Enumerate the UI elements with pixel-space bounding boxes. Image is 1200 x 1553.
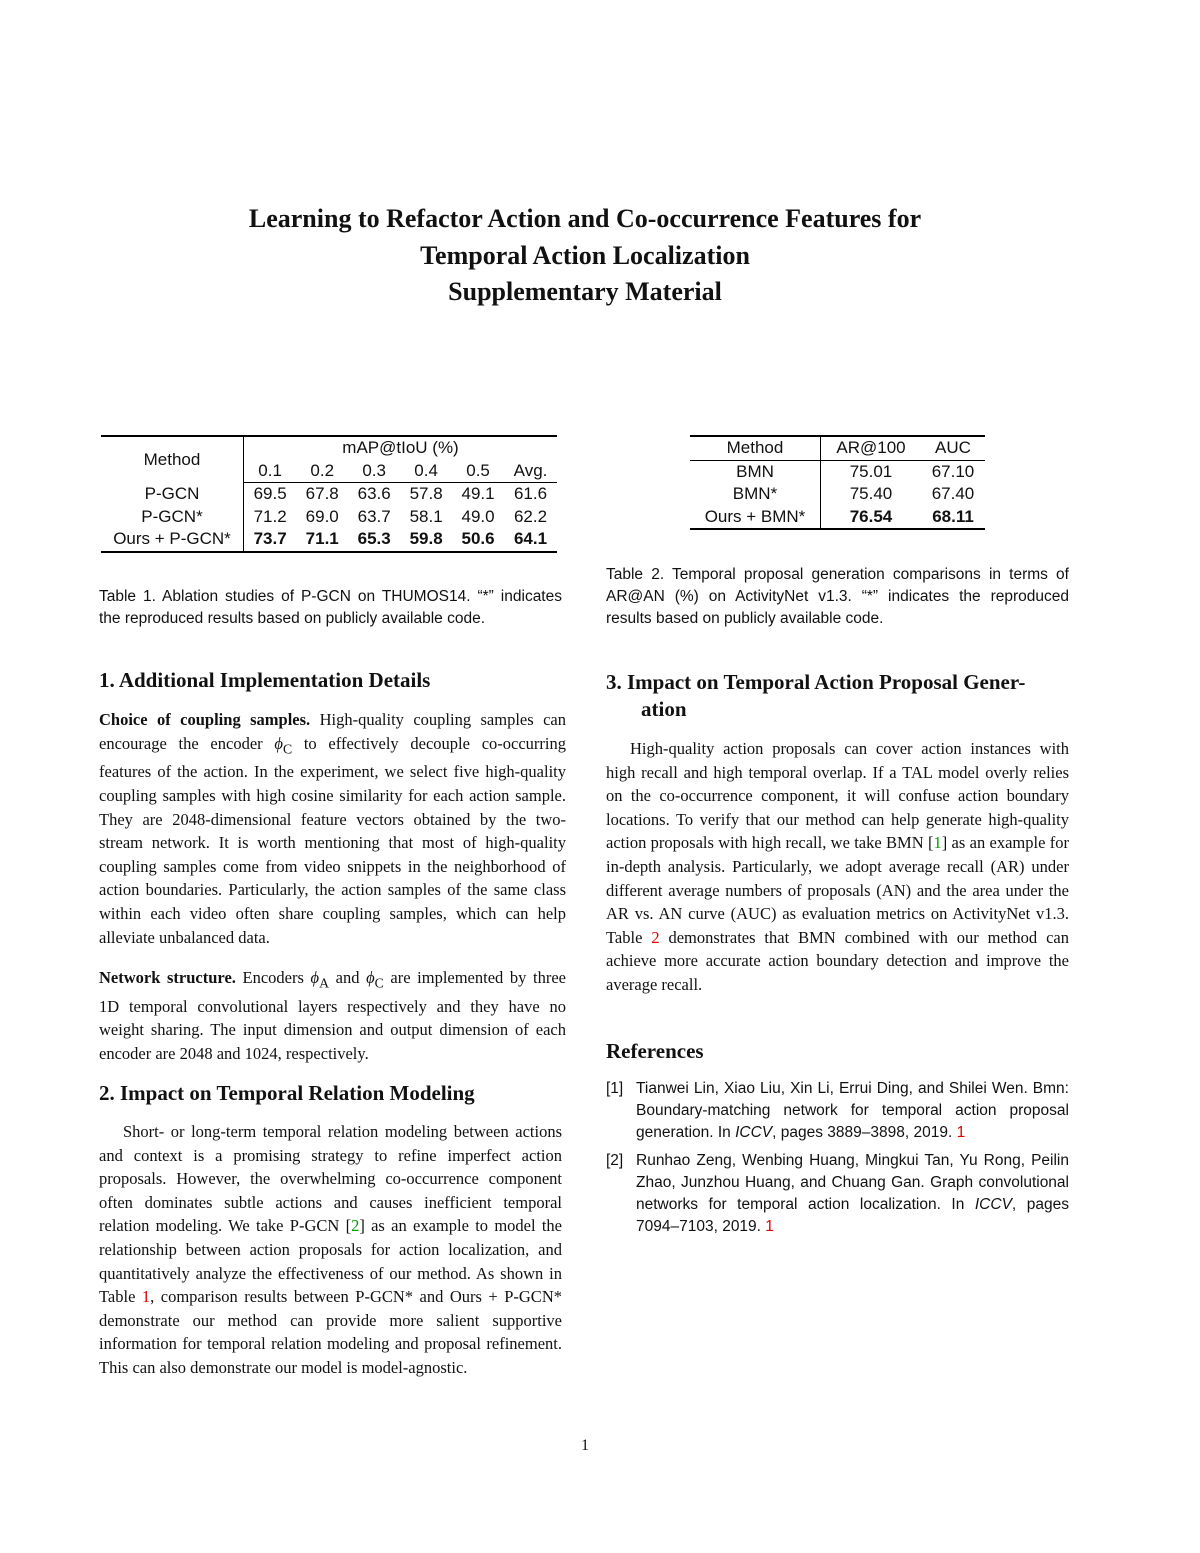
table-1 bbox=[101, 435, 557, 553]
section-2-heading: 2. Impact on Temporal Relation Modeling bbox=[99, 1081, 475, 1105]
table1-col-header: 0.3 bbox=[348, 460, 400, 483]
text-run: are implemented by three 1D temporal convolutional layers respectively and they have no weight sharing. The input dimension and output dimension of each encoder are 2048 and 1024, respectively. bbox=[99, 968, 566, 1064]
table1-method-cell: P-GCN* bbox=[101, 506, 244, 529]
table1-cell: 73.7 bbox=[253, 529, 287, 549]
phi-symbol: ϕ bbox=[274, 733, 283, 753]
table2-caption: Table 2. Temporal proposal generation comparisons in terms of AR@AN (%) on ActivityNet v1.3. “*” indicates the reproduced results based on publicly available code. bbox=[606, 566, 1069, 627]
text-run: and bbox=[329, 968, 367, 987]
table1-cell: 63.6 bbox=[357, 484, 391, 504]
table1-col-header: 0.5 bbox=[452, 460, 504, 483]
text-run: Runhao Zeng, Wenbing Huang, Mingkui Tan, Yu Rong, Peilin Zhao, Junzhou Huang, and Chuang Gan. Graph convolutional networks for temporal action localization. In bbox=[636, 1152, 1069, 1213]
reference-item bbox=[606, 1150, 1069, 1238]
paragraph-label: Choice of coupling samples. bbox=[99, 710, 311, 729]
table1-cell: 69.5 bbox=[253, 484, 287, 504]
table2-cell: 76.54 bbox=[849, 506, 893, 526]
phi-symbol: ϕ bbox=[366, 968, 375, 987]
table2-header: AR@100 bbox=[821, 436, 922, 460]
table1-cell: 57.8 bbox=[409, 484, 443, 504]
table-2 bbox=[690, 435, 985, 530]
backref-link[interactable]: 1 bbox=[765, 1218, 774, 1235]
section-3-heading bbox=[606, 669, 1076, 723]
section-1-paragraph-1 bbox=[99, 708, 566, 949]
text-run: , pages 7094–7103, 2019. bbox=[636, 1196, 1069, 1235]
table1-cell: 58.1 bbox=[409, 506, 443, 526]
text-run: Tianwei Lin, Xiao Liu, Xin Li, Errui Ding, and Shilei Wen. Bmn: Boundary-matching network for temporal action proposal generation. In bbox=[636, 1080, 1069, 1141]
section-1-paragraph-2 bbox=[99, 966, 566, 1066]
table1-col-header: 0.4 bbox=[400, 460, 452, 483]
table1-cell: 62.2 bbox=[513, 506, 548, 526]
references-heading: References bbox=[606, 1039, 704, 1063]
table-row bbox=[690, 506, 985, 530]
title-line-1: Learning to Refactor Action and Co-occurrence Features for bbox=[248, 204, 922, 233]
section-3-heading-line-1: 3. Impact on Temporal Action Proposal Gener- bbox=[606, 670, 1026, 694]
reference-item bbox=[606, 1078, 1069, 1144]
table2-method-cell: BMN* bbox=[690, 483, 821, 506]
citation-link[interactable]: 1 bbox=[933, 833, 942, 853]
table1-method-cell: Ours + P-GCN* bbox=[101, 528, 244, 552]
paragraph-label: Network structure. bbox=[99, 968, 236, 987]
text-run: , comparison results between P-GCN* and Ours + P-GCN* demonstrate our method can provide more salient supportive information for temporal relation modeling and proposal refinement. This can also demonstrate our model is model-agnostic. bbox=[99, 1287, 562, 1377]
table-row bbox=[101, 483, 557, 506]
table-reference-link[interactable]: 2 bbox=[651, 927, 660, 947]
table1-cell: 71.2 bbox=[253, 506, 287, 526]
section-3-heading-line-2: ation bbox=[641, 697, 687, 721]
text-run: Short- or long-term temporal relation modeling between actions and context is a promising strategy to refine imperfect action proposals. However, the overwhelming co-occurrence component often dominates subtle actions and causes inefficient temporal relation modeling. We take P-GCN [ bbox=[99, 1122, 562, 1236]
text-run: ] as an example to model the relationship between action proposals for action localization, and quantitatively analyze the effectiveness of our method. As shown in Table bbox=[99, 1216, 563, 1307]
reference-venue: ICCV bbox=[974, 1196, 1012, 1213]
table1-cell: 50.6 bbox=[461, 529, 495, 549]
table2-header: AUC bbox=[921, 436, 985, 460]
section-3-paragraph bbox=[606, 737, 1069, 997]
table2-header: Method bbox=[690, 436, 821, 460]
table1-caption: Table 1. Ablation studies of P-GCN on THUMOS14. “*” indicates the reproduced results based on publicly available code. bbox=[99, 588, 562, 627]
table1-cell: 63.7 bbox=[357, 506, 391, 526]
paper-title bbox=[0, 201, 1170, 311]
table-row bbox=[690, 460, 985, 483]
table2-cell: 67.40 bbox=[931, 484, 975, 504]
title-line-2: Temporal Action Localization bbox=[420, 240, 750, 270]
backref-link[interactable]: 1 bbox=[956, 1124, 966, 1141]
reference-number: [2] bbox=[606, 1152, 624, 1169]
table1-cell: 71.1 bbox=[305, 529, 339, 549]
table2-method-cell: BMN bbox=[690, 460, 821, 483]
table2-cell: 67.10 bbox=[931, 461, 975, 481]
page-number: 1 bbox=[581, 1437, 589, 1454]
table2-cell: 75.40 bbox=[849, 484, 893, 504]
reference-list bbox=[606, 1078, 1069, 1244]
table1-cell: 67.8 bbox=[305, 484, 339, 504]
table2-cell: 75.01 bbox=[849, 461, 893, 481]
phi-symbol: ϕ bbox=[310, 968, 320, 987]
table-row bbox=[101, 528, 557, 552]
subscript: C bbox=[282, 740, 293, 756]
subscript: A bbox=[319, 975, 330, 991]
title-line-3: Supplementary Material bbox=[448, 277, 722, 306]
text-run: demonstrates that BMN combined with our method can achieve more accurate action boundary detection and improve the average recall. bbox=[606, 927, 1069, 994]
table1-cell: 69.0 bbox=[305, 506, 339, 526]
table-row bbox=[690, 483, 985, 506]
table1-col-header: 0.2 bbox=[296, 460, 348, 483]
table1-col-header: 0.1 bbox=[244, 460, 297, 483]
citation-link[interactable]: 2 bbox=[351, 1216, 360, 1236]
table1-method-header: Method bbox=[101, 436, 244, 483]
table1-col-header: Avg. bbox=[504, 460, 557, 483]
table1-cell: 49.0 bbox=[461, 506, 495, 526]
table-row bbox=[101, 506, 557, 529]
table1-cell: 59.8 bbox=[409, 529, 443, 549]
text-run: ] as an example for in-depth analysis. Particularly, we adopt average recall (AR) under different average numbers of proposals (AN) and the area under the AR vs. AN curve (AUC) as evaluation metrics on ActivityNet v1.3. Table bbox=[606, 833, 1069, 947]
table2-cell: 68.11 bbox=[932, 506, 974, 526]
table1-cell: 61.6 bbox=[513, 484, 548, 504]
table-reference-link[interactable]: 1 bbox=[141, 1287, 151, 1307]
text-run: High-quality coupling samples can encourage the encoder bbox=[99, 710, 566, 753]
text-run: , pages 3889–3898, 2019. bbox=[772, 1124, 957, 1141]
subscript: C bbox=[374, 975, 384, 991]
table1-cell: 65.3 bbox=[357, 529, 391, 549]
reference-number: [1] bbox=[606, 1080, 624, 1097]
section-2-paragraph bbox=[99, 1120, 562, 1380]
table2-method-cell: Ours + BMN* bbox=[690, 506, 821, 530]
text-run: to effectively decouple co-occurring features of the action. In the experiment, we select five high-quality coupling samples with high cosine similarity for each action sample. They are 2048-dimensional feature vectors obtained by the two-stream network. It is worth mentioning that most of high-quality coupling samples come from video snippets in the neighborhood of action boundaries. Particularly, the action samples of the same class within each video often share coupling samples, which can help alleviate unbalanced data. bbox=[99, 733, 566, 947]
table1-cell: 49.1 bbox=[461, 484, 495, 504]
reference-venue: ICCV bbox=[735, 1124, 773, 1141]
table1-cell: 64.1 bbox=[513, 529, 548, 549]
table1-method-cell: P-GCN bbox=[101, 483, 244, 506]
text-run: Encoders bbox=[235, 968, 311, 987]
table1-group-header: mAP@tIoU (%) bbox=[342, 438, 459, 458]
text-run: High-quality action proposals can cover action instances with high recall and high temporal overlap. If a TAL model overly relies on the co-occurrence component, it will confuse action boundary locations. To verify that our method can help generate high-quality action proposals with high recall, we take BMN [ bbox=[606, 739, 1069, 853]
section-1-heading: 1. Additional Implementation Details bbox=[99, 668, 431, 692]
